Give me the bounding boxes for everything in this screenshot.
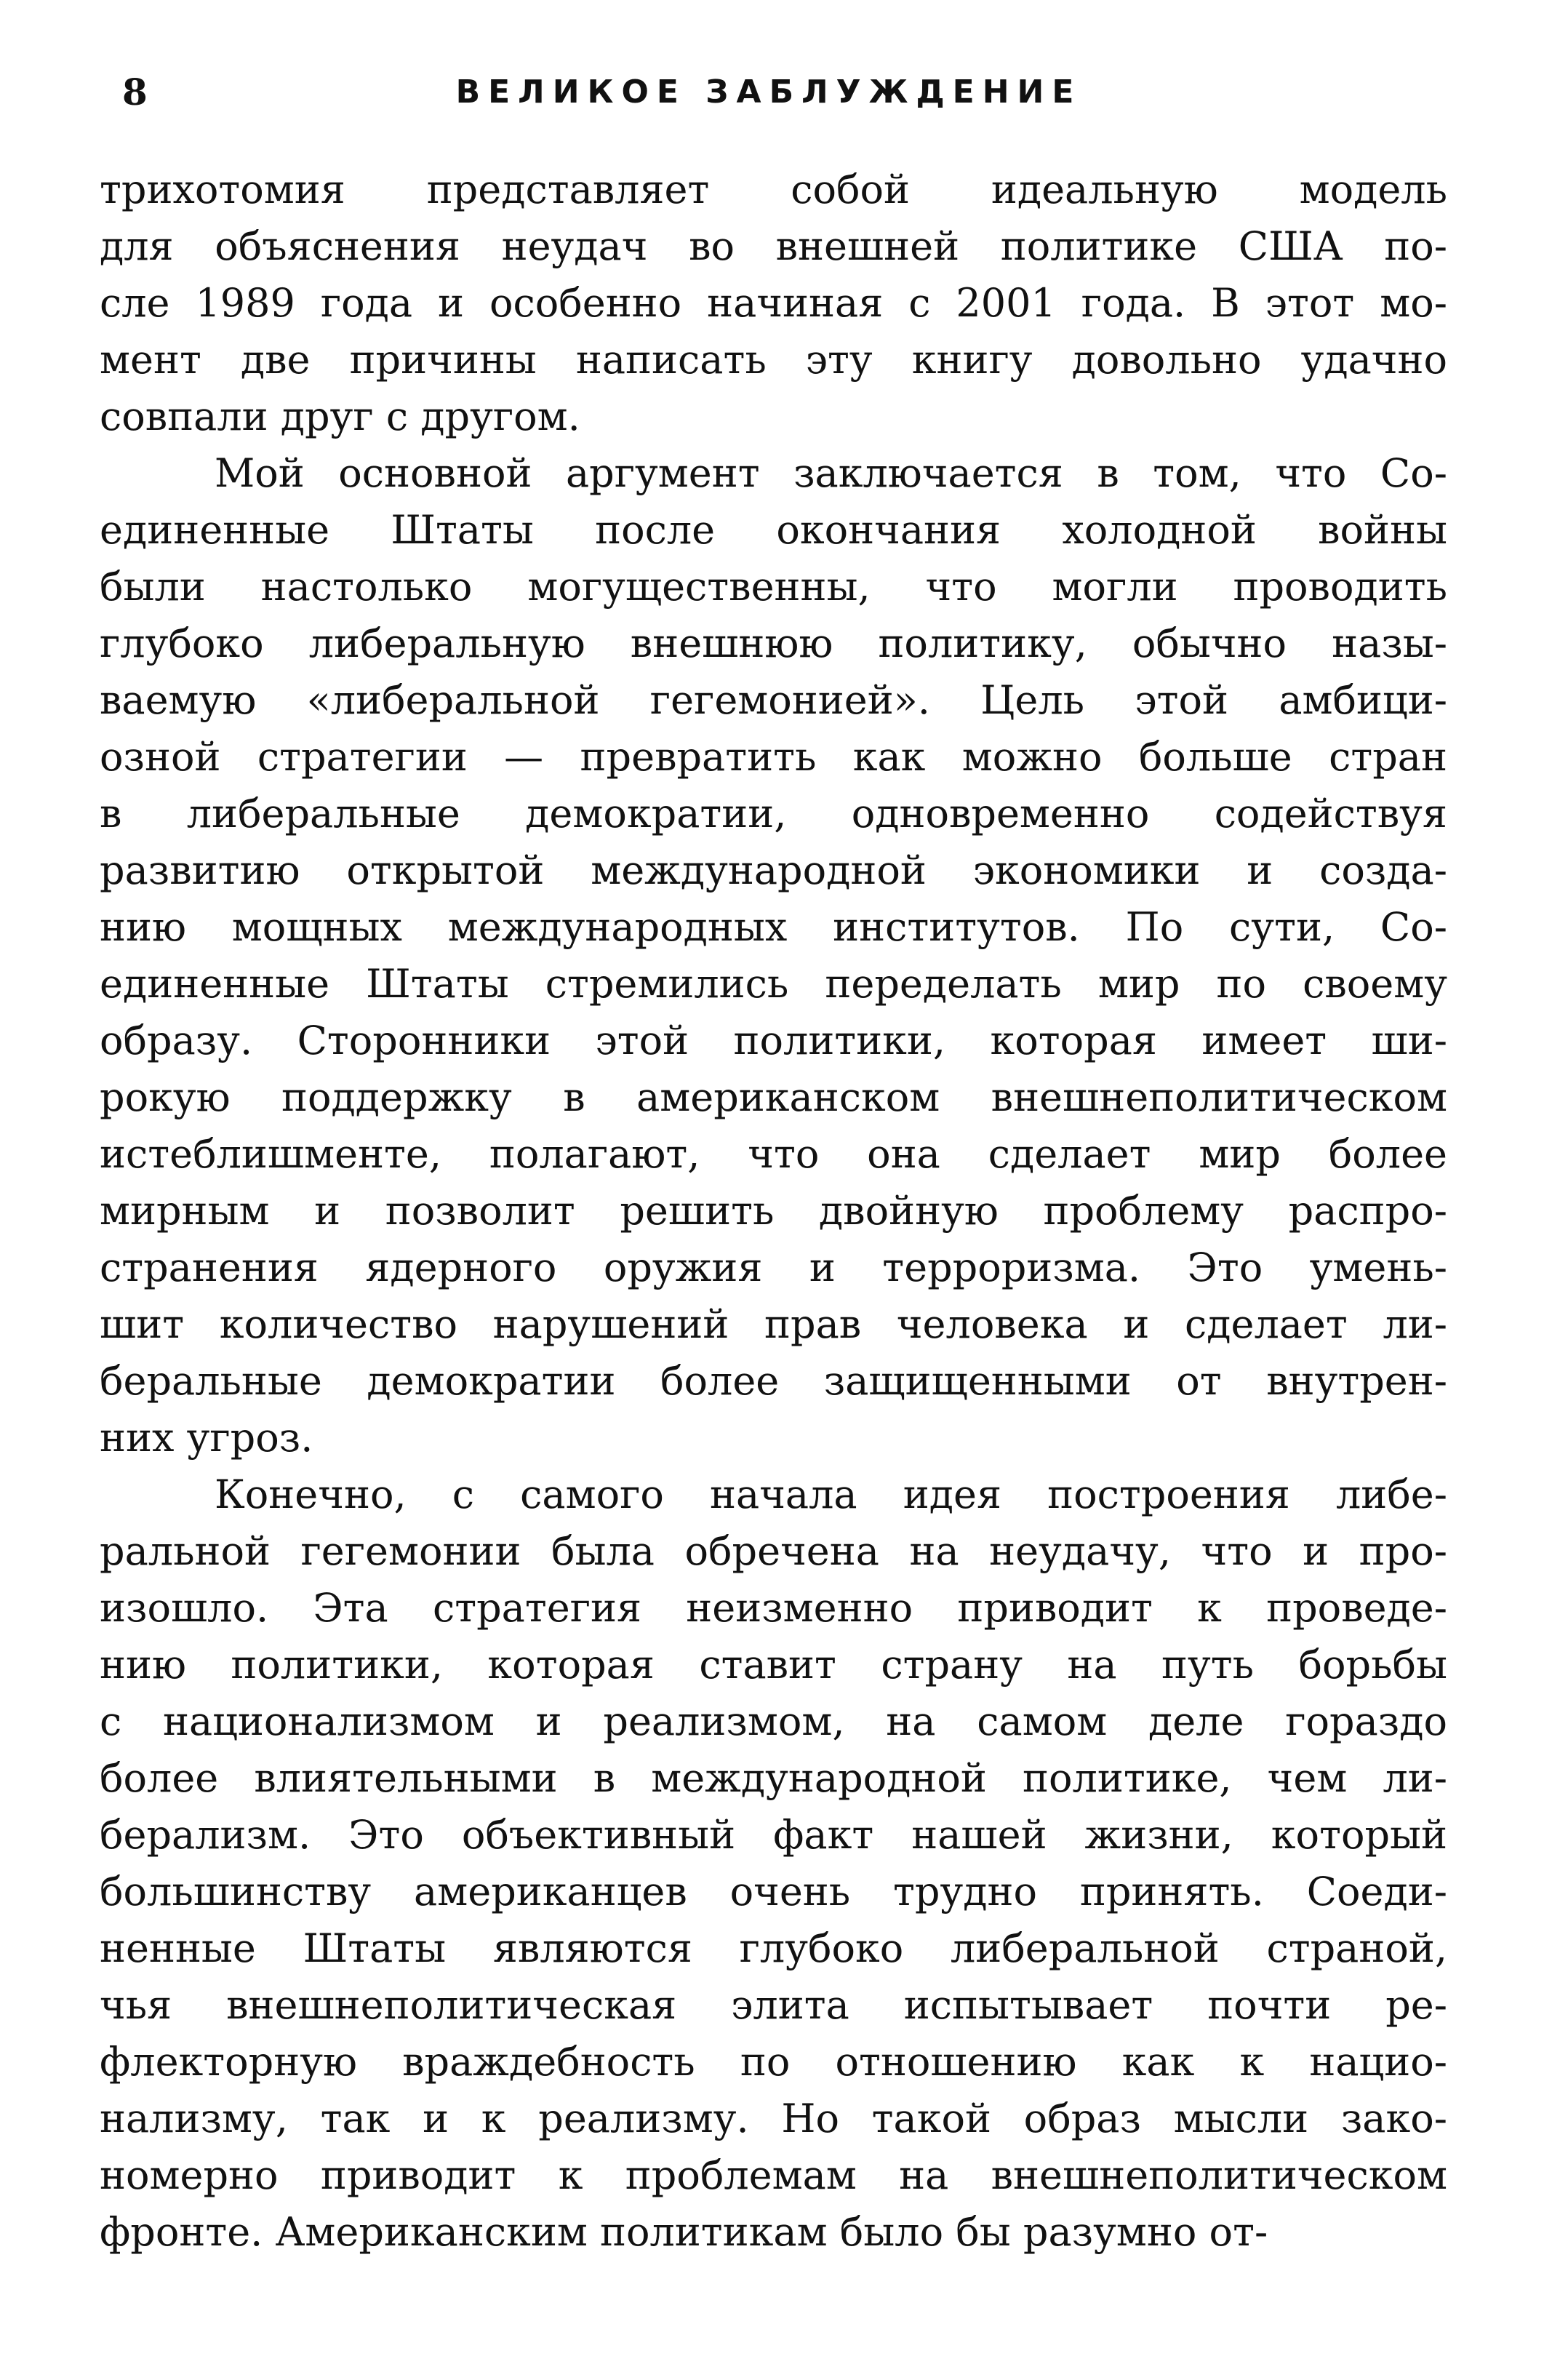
paragraph-2 bbox=[100, 445, 1447, 1466]
text-line: более влиятельными в международной политике, чем ли- bbox=[100, 1755, 1447, 1801]
text-line: для объяснения неудач во внешней политике США по- bbox=[100, 223, 1447, 269]
page-number: 8 bbox=[122, 71, 148, 113]
text-line: ненные Штаты являются глубоко либеральной страной, bbox=[100, 1925, 1447, 1971]
text-line: них угроз. bbox=[100, 1415, 313, 1461]
text-line: в либеральные демократии, одновременно содействуя bbox=[100, 791, 1447, 836]
text-line: образу. Сторонники этой политики, которая имеет ши- bbox=[100, 1018, 1447, 1063]
text-line: мент две причины написать эту книгу довольно удачно bbox=[100, 337, 1447, 383]
text-line: рокую поддержку в американском внешнеполитическом bbox=[100, 1074, 1447, 1120]
text-line: чья внешнеполитическая элита испытывает почти ре- bbox=[100, 1982, 1447, 2028]
paragraph-3 bbox=[100, 1466, 1447, 2261]
text-line: нию политики, которая ставит страну на путь борьбы bbox=[100, 1642, 1447, 1688]
running-header bbox=[96, 67, 1441, 118]
text-line: развитию открытой международной экономики и созда- bbox=[100, 847, 1447, 893]
text-line: Мой основной аргумент заключается в том, что Со- bbox=[215, 450, 1447, 496]
text-line: беральные демократии более защищенными от внутрен- bbox=[100, 1358, 1447, 1404]
text-line: истеблишменте, полагают, что она сделает мир более bbox=[100, 1131, 1447, 1177]
text-line: берализм. Это объективный факт нашей жизни, который bbox=[100, 1812, 1447, 1858]
text-line: нию мощных международных институтов. По сути, Со- bbox=[100, 904, 1447, 950]
text-line: шит количество нарушений прав человека и сделает ли- bbox=[100, 1301, 1447, 1347]
text-line: озной стратегии — превратить как можно больше стран bbox=[100, 734, 1447, 780]
text-line: с национализмом и реализмом, на самом деле гораздо bbox=[100, 1698, 1447, 1744]
text-line: единенные Штаты стремились переделать мир по своему bbox=[100, 961, 1447, 1007]
text-line: совпали друг с другом. bbox=[100, 394, 580, 439]
text-line: странения ядерного оружия и терроризма. Это умень- bbox=[100, 1245, 1447, 1290]
text-line: нализму, так и к реализму. Но такой образ мысли зако- bbox=[100, 2096, 1447, 2141]
text-line: ваемую «либеральной гегемонией». Цель этой амбици- bbox=[100, 677, 1447, 723]
text-line: ральной гегемонии была обречена на неудачу, что и про- bbox=[100, 1528, 1447, 1574]
text-line: мирным и позволит решить двойную проблему распро- bbox=[100, 1188, 1447, 1234]
text-line: большинству американцев очень трудно принять. Соеди- bbox=[100, 1869, 1447, 1914]
body-text bbox=[100, 161, 1447, 2261]
text-line: трихотомия представляет собой идеальную модель bbox=[100, 167, 1447, 212]
text-line: номерно приводит к проблемам на внешнеполитическом bbox=[100, 2152, 1447, 2198]
text-line: были настолько могущественны, что могли проводить bbox=[100, 564, 1447, 610]
text-line: сле 1989 года и особенно начиная с 2001 года. В этот мо- bbox=[100, 280, 1447, 326]
text-line: фронте. Американским политикам было бы разумно от- bbox=[100, 2209, 1268, 2255]
text-line: флекторную враждебность по отношению как к нацио- bbox=[100, 2039, 1447, 2085]
paragraph-1 bbox=[100, 161, 1447, 445]
text-line: изошло. Эта стратегия неизменно приводит к проведе- bbox=[100, 1585, 1447, 1631]
text-line: Конечно, с самого начала идея построения либе- bbox=[215, 1471, 1447, 1517]
running-title: ВЕЛИКОЕ ЗАБЛУЖДЕНИЕ bbox=[455, 73, 1082, 111]
text-line: единенные Штаты после окончания холодной войны bbox=[100, 507, 1447, 553]
text-line: глубоко либеральную внешнюю политику, обычно назы- bbox=[100, 620, 1447, 666]
